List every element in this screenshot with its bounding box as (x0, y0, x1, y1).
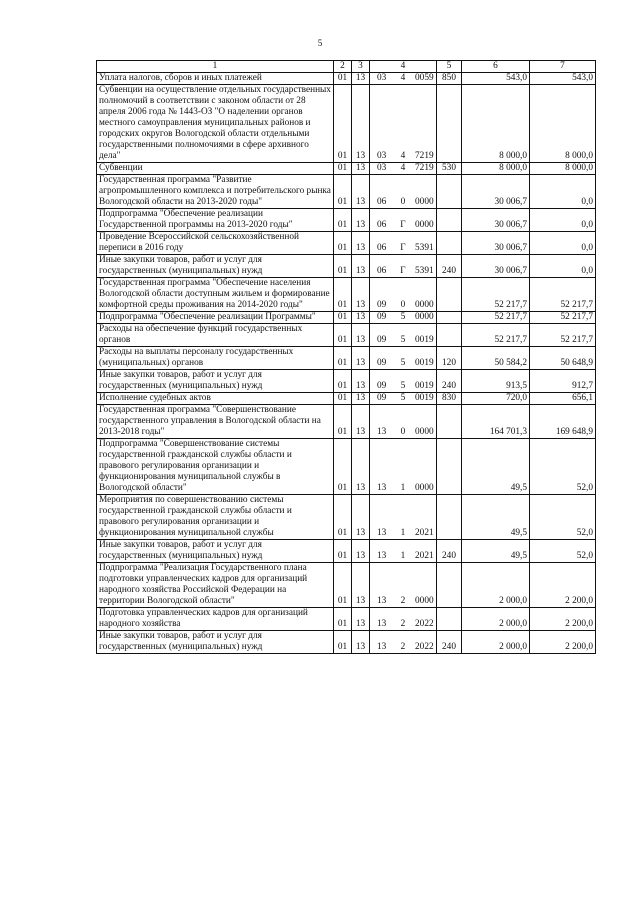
amount-col-7: 2 200,0 (530, 563, 596, 608)
expense-type-code (437, 439, 462, 495)
amount-col-6: 8 000,0 (462, 85, 530, 163)
section-code: 01 (334, 608, 352, 631)
target-article-code (370, 405, 437, 439)
subsection-code: 13 (352, 347, 370, 370)
amount-col-6: 30 006,7 (462, 209, 530, 232)
expense-name: Государственная программа "Совершенствование государственного управления в Вологодской области на 2013-2018 годы" (97, 405, 334, 439)
section-code: 01 (334, 631, 352, 654)
amount-col-7: 50 648,9 (530, 347, 596, 370)
amount-col-6: 30 006,7 (462, 255, 530, 278)
direction-code: 0000 (415, 300, 434, 310)
table-row (97, 405, 596, 439)
subprogram-code: 5 (400, 312, 406, 322)
table-row (97, 563, 596, 608)
program-code: 13 (377, 528, 387, 538)
subprogram-code: 2 (400, 619, 406, 629)
target-article-code (370, 232, 437, 255)
program-code: 06 (377, 266, 387, 276)
expense-name: Мероприятия по совершенствованию системы государственной гражданской службы области и правового регулирования организации и функционирования муниципальной службы (97, 495, 334, 540)
subsection-code: 13 (352, 278, 370, 312)
target-article-code (370, 370, 437, 393)
target-article-code (370, 347, 437, 370)
subsection-code: 13 (352, 163, 370, 175)
table-row (97, 232, 596, 255)
amount-col-7: 0,0 (530, 232, 596, 255)
direction-code: 0000 (415, 427, 434, 437)
program-code: 03 (377, 163, 387, 173)
expense-type-code: 240 (437, 631, 462, 654)
subsection-code: 13 (352, 495, 370, 540)
table-row (97, 631, 596, 654)
target-article-code (370, 324, 437, 347)
amount-col-7: 8 000,0 (530, 85, 596, 163)
expense-type-code: 850 (437, 73, 462, 85)
target-article-code (370, 540, 437, 563)
target-article-code (370, 278, 437, 312)
amount-col-6: 543,0 (462, 73, 530, 85)
table-row (97, 393, 596, 405)
target-article-code (370, 163, 437, 175)
program-code: 09 (377, 358, 387, 368)
program-code: 13 (377, 642, 387, 652)
expense-type-code (437, 563, 462, 608)
header-col-6: 6 (462, 61, 530, 73)
table-row (97, 540, 596, 563)
subsection-code: 13 (352, 393, 370, 405)
program-code: 03 (377, 73, 387, 83)
table-row (97, 439, 596, 495)
expense-name: Государственная программа "Развитие агропромышленного комплекса и потребительского рынка Вологодской области на 2013-2020 годы" (97, 175, 334, 209)
amount-col-6: 30 006,7 (462, 175, 530, 209)
program-code: 13 (377, 619, 387, 629)
section-code: 01 (334, 85, 352, 163)
amount-col-7: 0,0 (530, 255, 596, 278)
direction-code: 0000 (415, 197, 434, 207)
program-code: 06 (377, 243, 387, 253)
subprogram-code: 4 (400, 73, 406, 83)
amount-col-7: 52 217,7 (530, 324, 596, 347)
expense-name: Субвенции (97, 163, 334, 175)
expense-type-code: 240 (437, 370, 462, 393)
direction-code: 0019 (415, 381, 434, 391)
expense-type-code (437, 209, 462, 232)
amount-col-7: 912,7 (530, 370, 596, 393)
subprogram-code: 0 (400, 427, 406, 437)
table-row (97, 347, 596, 370)
direction-code: 0059 (415, 73, 434, 83)
amount-col-7: 52 217,7 (530, 312, 596, 324)
expense-name: Подпрограмма "Реализация Государственного плана подготовки управленческих кадров для организаций народного хозяйства Российской Федерации на территории Вологодской области" (97, 563, 334, 608)
program-code: 13 (377, 427, 387, 437)
budget-table (96, 60, 596, 654)
table-row (97, 495, 596, 540)
expense-type-code (437, 608, 462, 631)
header-col-3: 3 (352, 61, 370, 73)
direction-code: 2021 (415, 528, 434, 538)
section-code: 01 (334, 209, 352, 232)
target-article-code (370, 631, 437, 654)
section-code: 01 (334, 175, 352, 209)
amount-col-7: 2 200,0 (530, 631, 596, 654)
program-code: 09 (377, 393, 387, 403)
expense-type-code: 830 (437, 393, 462, 405)
subsection-code: 13 (352, 312, 370, 324)
expense-type-code: 240 (437, 540, 462, 563)
page-number: 5 (317, 38, 323, 48)
table-row (97, 608, 596, 631)
program-code: 09 (377, 300, 387, 310)
subsection-code: 13 (352, 563, 370, 608)
amount-col-7: 52,0 (530, 439, 596, 495)
direction-code: 0000 (415, 312, 434, 322)
section-code: 01 (334, 232, 352, 255)
table-row (97, 370, 596, 393)
expense-name: Подпрограмма "Совершенствование системы государственной гражданской службы области и правового регулирования организации и функционирования муниципальной службы в Вологодской области" (97, 439, 334, 495)
program-code: 06 (377, 220, 387, 230)
section-code: 01 (334, 439, 352, 495)
section-code: 01 (334, 73, 352, 85)
target-article-code (370, 439, 437, 495)
amount-col-7: 52,0 (530, 495, 596, 540)
subprogram-code: 4 (400, 163, 406, 173)
subprogram-code: 5 (400, 381, 406, 391)
subsection-code: 13 (352, 439, 370, 495)
program-code: 09 (377, 312, 387, 322)
direction-code: 0000 (415, 220, 434, 230)
subprogram-code: 2 (400, 596, 406, 606)
direction-code: 7219 (415, 163, 434, 173)
subprogram-code: 4 (400, 151, 406, 161)
subsection-code: 13 (352, 405, 370, 439)
expense-name: Исполнение судебных актов (97, 393, 334, 405)
expense-type-code (437, 324, 462, 347)
target-article-code (370, 393, 437, 405)
amount-col-6: 30 006,7 (462, 232, 530, 255)
subprogram-code: Г (400, 266, 406, 276)
header-col-1: 1 (97, 61, 334, 73)
amount-col-7: 656,1 (530, 393, 596, 405)
expense-type-code (437, 85, 462, 163)
target-article-code (370, 175, 437, 209)
table-row (97, 175, 596, 209)
program-code: 03 (377, 151, 387, 161)
program-code: 09 (377, 335, 387, 345)
subprogram-code: 2 (400, 642, 406, 652)
expense-type-code (437, 495, 462, 540)
direction-code: 0019 (415, 335, 434, 345)
section-code: 01 (334, 563, 352, 608)
program-code: 09 (377, 381, 387, 391)
expense-type-code: 120 (437, 347, 462, 370)
header-col-5: 5 (437, 61, 462, 73)
section-code: 01 (334, 495, 352, 540)
subsection-code: 13 (352, 85, 370, 163)
amount-col-7: 52,0 (530, 540, 596, 563)
amount-col-7: 169 648,9 (530, 405, 596, 439)
section-code: 01 (334, 370, 352, 393)
subsection-code: 13 (352, 608, 370, 631)
amount-col-7: 543,0 (530, 73, 596, 85)
direction-code: 2021 (415, 551, 434, 561)
subprogram-code: 5 (400, 393, 406, 403)
amount-col-6: 2 000,0 (462, 563, 530, 608)
table-row (97, 85, 596, 163)
expense-name: Иные закупки товаров, работ и услуг для государственных (муниципальных) нужд (97, 540, 334, 563)
amount-col-7: 0,0 (530, 175, 596, 209)
expense-type-code: 240 (437, 255, 462, 278)
expense-name: Расходы на выплаты персоналу государственных (муниципальных) органов (97, 347, 334, 370)
subsection-code: 13 (352, 209, 370, 232)
header-col-2: 2 (334, 61, 352, 73)
amount-col-7: 8 000,0 (530, 163, 596, 175)
direction-code: 7219 (415, 151, 434, 161)
expense-name: Уплата налогов, сборов и иных платежей (97, 73, 334, 85)
target-article-code (370, 312, 437, 324)
expense-name: Проведение Всероссийской сельскохозяйственной переписи в 2016 году (97, 232, 334, 255)
subprogram-code: 1 (400, 528, 406, 538)
header-row (97, 61, 596, 73)
section-code: 01 (334, 393, 352, 405)
amount-col-6: 50 584,2 (462, 347, 530, 370)
target-article-code (370, 563, 437, 608)
amount-col-7: 2 200,0 (530, 608, 596, 631)
amount-col-6: 52 217,7 (462, 312, 530, 324)
direction-code: 5391 (415, 266, 434, 276)
subprogram-code: Г (400, 243, 406, 253)
subprogram-code: 0 (400, 197, 406, 207)
program-code: 13 (377, 551, 387, 561)
target-article-code (370, 73, 437, 85)
direction-code: 0019 (415, 393, 434, 403)
table-row (97, 312, 596, 324)
header-col-7: 7 (530, 61, 596, 73)
expense-type-code (437, 175, 462, 209)
section-code: 01 (334, 312, 352, 324)
target-article-code (370, 85, 437, 163)
target-article-code (370, 209, 437, 232)
table-row (97, 278, 596, 312)
target-article-code (370, 255, 437, 278)
section-code: 01 (334, 347, 352, 370)
subsection-code: 13 (352, 73, 370, 85)
subsection-code: 13 (352, 631, 370, 654)
target-article-code (370, 495, 437, 540)
expense-type-code (437, 312, 462, 324)
subsection-code: 13 (352, 540, 370, 563)
table-row (97, 209, 596, 232)
amount-col-6: 49,5 (462, 495, 530, 540)
direction-code: 2022 (415, 619, 434, 629)
amount-col-6: 49,5 (462, 439, 530, 495)
target-article-code (370, 608, 437, 631)
amount-col-6: 52 217,7 (462, 324, 530, 347)
amount-col-7: 52 217,7 (530, 278, 596, 312)
expense-type-code (437, 278, 462, 312)
subsection-code: 13 (352, 232, 370, 255)
expense-name: Расходы на обеспечение функций государственных органов (97, 324, 334, 347)
program-code: 13 (377, 596, 387, 606)
table-row (97, 73, 596, 85)
header-col-4: 4 (370, 61, 437, 73)
amount-col-6: 49,5 (462, 540, 530, 563)
table-row (97, 324, 596, 347)
program-code: 06 (377, 197, 387, 207)
section-code: 01 (334, 255, 352, 278)
subprogram-code: Г (400, 220, 406, 230)
expense-name: Иные закупки товаров, работ и услуг для государственных (муниципальных) нужд (97, 370, 334, 393)
section-code: 01 (334, 278, 352, 312)
program-code: 13 (377, 483, 387, 493)
expense-name: Субвенции на осуществление отдельных государственных полномочий в соответствии с законом области от 28 апреля 2006 года № 1443-ОЗ "О наделении органов местного самоуправления муниципальных районов и городских округов Вологодской области отдельными государственными полномочиями в сфере архивного дела" (97, 85, 334, 163)
subsection-code: 13 (352, 370, 370, 393)
amount-col-6: 164 701,3 (462, 405, 530, 439)
amount-col-7: 0,0 (530, 209, 596, 232)
expense-name: Подпрограмма "Обеспечение реализации Программы" (97, 312, 334, 324)
expense-type-code: 530 (437, 163, 462, 175)
amount-col-6: 2 000,0 (462, 631, 530, 654)
amount-col-6: 913,5 (462, 370, 530, 393)
amount-col-6: 8 000,0 (462, 163, 530, 175)
section-code: 01 (334, 540, 352, 563)
table-body (97, 73, 596, 654)
expense-name: Подготовка управленческих кадров для организаций народного хозяйства (97, 608, 334, 631)
direction-code: 0000 (415, 483, 434, 493)
expense-name: Государственная программа "Обеспечение населения Вологодской области доступным жильем и формирование комфортной среды проживания на 2014-2020 годы" (97, 278, 334, 312)
subsection-code: 13 (352, 255, 370, 278)
amount-col-6: 720,0 (462, 393, 530, 405)
subprogram-code: 1 (400, 483, 406, 493)
subprogram-code: 5 (400, 358, 406, 368)
subprogram-code: 0 (400, 300, 406, 310)
direction-code: 2022 (415, 642, 434, 652)
expense-name: Иные закупки товаров, работ и услуг для государственных (муниципальных) нужд (97, 255, 334, 278)
subprogram-code: 1 (400, 551, 406, 561)
section-code: 01 (334, 324, 352, 347)
subsection-code: 13 (352, 175, 370, 209)
direction-code: 0000 (415, 596, 434, 606)
expense-type-code (437, 405, 462, 439)
amount-col-6: 52 217,7 (462, 278, 530, 312)
amount-col-6: 2 000,0 (462, 608, 530, 631)
subprogram-code: 5 (400, 335, 406, 345)
section-code: 01 (334, 163, 352, 175)
section-code: 01 (334, 405, 352, 439)
expense-name: Иные закупки товаров, работ и услуг для государственных (муниципальных) нужд (97, 631, 334, 654)
table-row (97, 255, 596, 278)
subsection-code: 13 (352, 324, 370, 347)
direction-code: 5391 (415, 243, 434, 253)
expense-name: Подпрограмма "Обеспечение реализации Государственной программы на 2013-2020 годы" (97, 209, 334, 232)
table-row (97, 163, 596, 175)
expense-type-code (437, 232, 462, 255)
direction-code: 0019 (415, 358, 434, 368)
